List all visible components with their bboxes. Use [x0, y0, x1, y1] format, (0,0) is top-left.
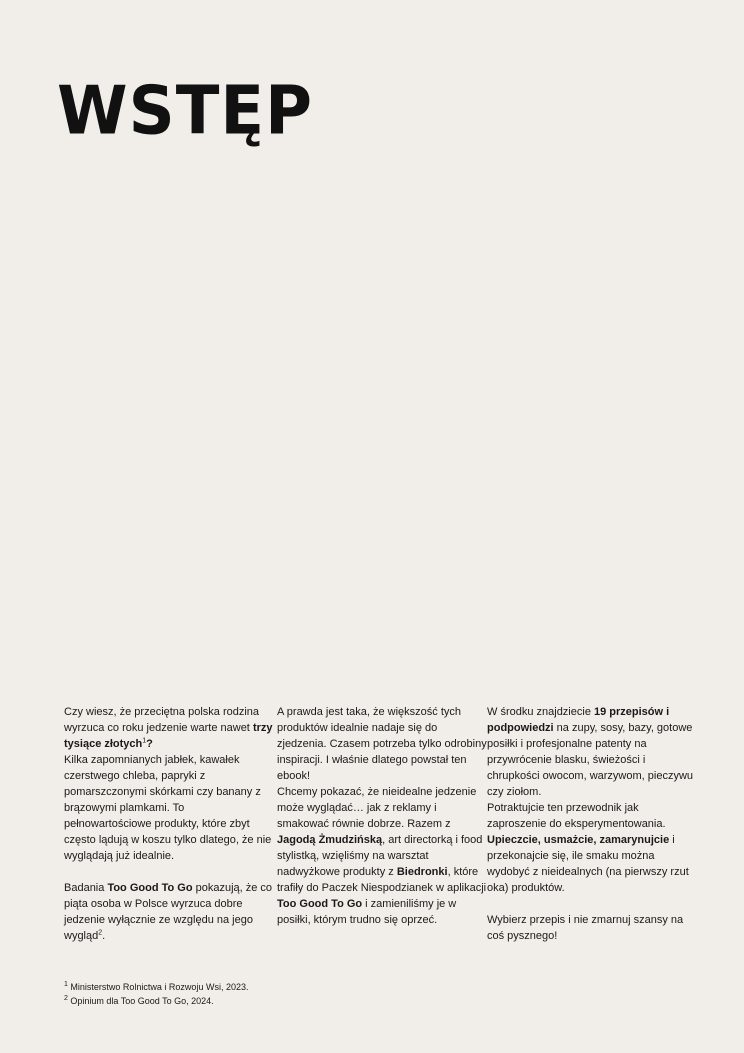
footnotes — [64, 980, 364, 1008]
text: i zamieniliśmy je w posiłki, którym trudno się oprzeć. — [277, 898, 457, 926]
bold-text: 19 przepisów i podpowiedzi — [487, 706, 670, 734]
text: na zupy, sosy, bazy, gotowe posiłki i profesjonalne patenty na przywrócenie blasku, świeżości i chrupkości owocom, warzywom, pieczywu czy ziołom. — [487, 722, 694, 798]
footnote-1 — [64, 980, 364, 994]
bold-text: Too Good To Go — [277, 898, 363, 910]
footnote-2 — [64, 994, 364, 1008]
paragraph: Kilka zapomnianych jabłek, kawałek czerstwego chleba, papryki z pomarszczonymi skórkami czy banany z brązowymi plamkami. To pełnowartościowe produkty, które zbyt często lądują w koszu tylko dlatego, że nie wyglądają już idealnie. — [64, 754, 272, 862]
paragraph: Potraktujcie ten przewodnik jak zaproszenie do eksperymentowania. — [487, 802, 666, 830]
footnote-text: Ministerstwo Rolnictwa i Rozwoju Wsi, 2023. — [67, 982, 249, 992]
text: Badania — [64, 882, 108, 894]
paragraph — [487, 832, 697, 896]
paragraph: A prawda jest taka, że większość tych produktów idealnie nadaje się do zjedzenia. Czasem potrzeba tylko odrobiny inspiracji. I właśnie dlatego powstał ten ebook! — [277, 706, 487, 782]
text: W środku znajdziecie — [487, 706, 594, 718]
paragraph — [487, 704, 697, 800]
footnote-number: 2 — [64, 995, 68, 1002]
text: i przekonajcie się, ile smaku można wydobyć z nieidealnych (na pierwszy rzut oka) produktów. — [487, 834, 689, 894]
text-column-3 — [487, 704, 697, 944]
text-column-2 — [277, 704, 487, 928]
text: pokazują, że co piąta osoba w Polsce wyrzuca dobre jedzenie wyłącznie ze względu na jego wygląd — [64, 882, 273, 942]
footnote-ref: 2 — [98, 929, 103, 937]
text: . — [102, 930, 106, 942]
footnote-number: 1 — [64, 981, 68, 988]
paragraph — [64, 880, 274, 944]
text: Czy wiesz, że przeciętna polska rodzina wyrzuca co roku jedzenie warte nawet — [64, 706, 260, 734]
text-column-1 — [64, 704, 274, 944]
paragraph — [64, 704, 274, 752]
bold-text: Too Good To Go — [107, 882, 193, 894]
text: Chcemy pokazać, że nieidealne jedzenie może wyglądać… jak z reklamy i smakować równie dobrze. Razem z — [277, 786, 477, 830]
text: , art directorką i food stylistką, wzięliśmy na warsztat nadwyżkowe produkty z — [277, 834, 483, 878]
text: , które trafiły do Paczek Niespodzianek w aplikacji — [277, 866, 487, 894]
bold-text: ? — [146, 738, 153, 750]
paragraph: Wybierz przepis i nie zmarnuj szansy na coś pysznego! — [487, 914, 684, 942]
bold-text: Upieczcie, usmażcie, zamarynujcie — [487, 834, 670, 846]
footnote-text: Opinium dla Too Good To Go, 2024. — [67, 996, 214, 1006]
bold-text: Biedronki — [396, 866, 448, 878]
bold-text: Jagodą Żmudzińską — [277, 834, 383, 846]
page-title: WSTĘP — [57, 72, 313, 151]
paragraph — [277, 784, 487, 928]
bold-text: trzy tysiące złotych — [64, 722, 273, 750]
footnote-ref: 1 — [142, 737, 147, 745]
